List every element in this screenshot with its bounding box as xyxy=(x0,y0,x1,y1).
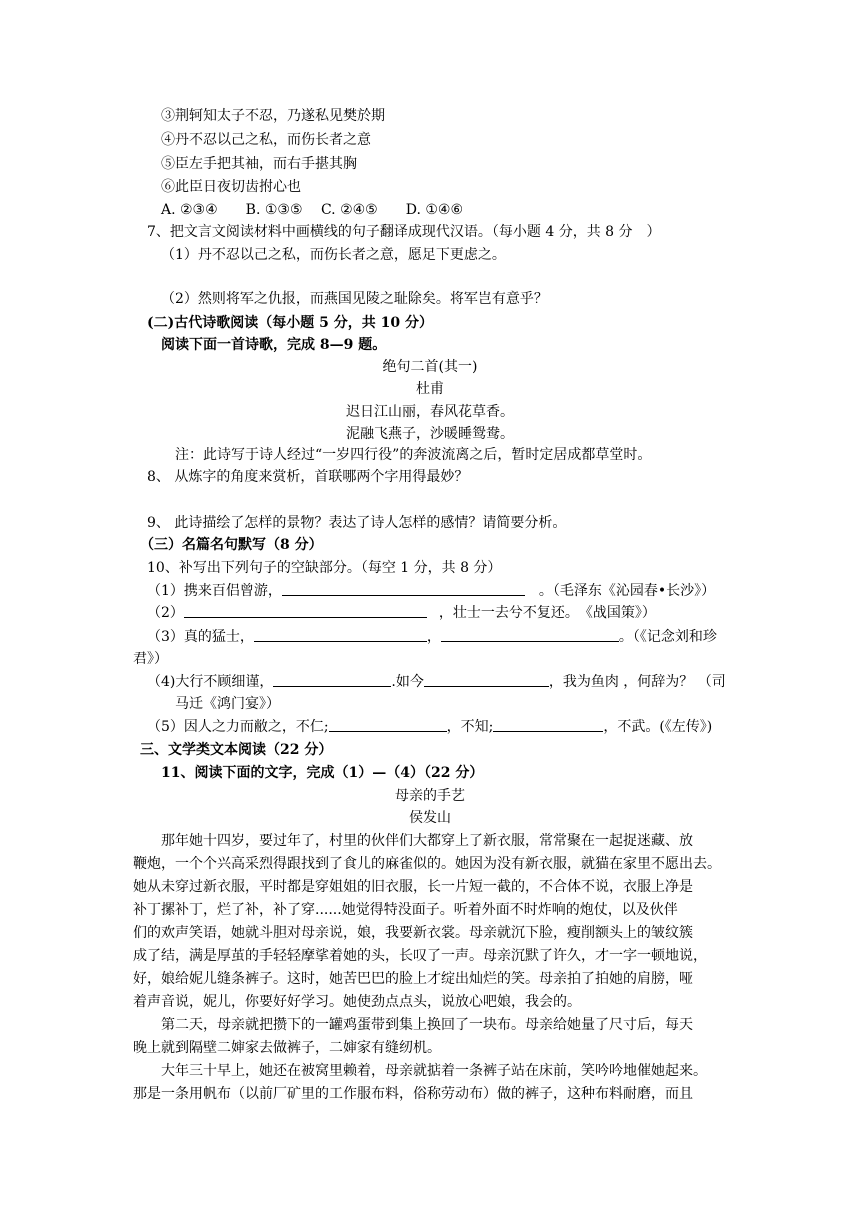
story-p1-line: 们的欢声笑语，她就斗胆对母亲说，娘，我要新衣裳。母亲就沉下脸，瘦削额头上的皱纹簇 xyxy=(133,925,693,941)
option-6: ⑥此臣日夜切齿拊心也 xyxy=(161,179,301,195)
q7-sentence-2: （2）然则将军之仇报，而燕国见陵之耻除矣。将军岂有意乎？ xyxy=(161,291,548,307)
poem-line-2: 泥融飞燕子，沙暖睡鸳鸯。 xyxy=(346,426,514,442)
dictation-item-1-source: 。（毛泽东《沁园春•长沙》） xyxy=(538,583,716,599)
answer-blank[interactable] xyxy=(329,717,447,732)
literary-heading: 三、文学类文本阅读（22 分） xyxy=(140,742,333,758)
answer-blank[interactable] xyxy=(184,603,427,618)
answer-blank[interactable] xyxy=(273,672,391,687)
dictation-item-4-prefix: （4)大行不顾细谨， xyxy=(147,674,274,690)
dictation-item-2-suffix: ，壮士一去兮不复还。 《战国策》） xyxy=(438,605,656,621)
poem-author: 杜甫 xyxy=(416,381,444,397)
story-title: 母亲的手艺 xyxy=(395,788,465,804)
q11-stem: 11、阅读下面的文字，完成（1）—（4）（22 分） xyxy=(161,765,484,781)
answer-blank[interactable] xyxy=(282,581,525,596)
story-p1-line: 成了结，满是厚茧的手轻轻摩挲着她的头，长叹了一声。母亲沉默了许久，才一字一顿地说， xyxy=(133,948,707,964)
poetry-instruction: 阅读下面一首诗歌，完成 8—9 题。 xyxy=(161,337,387,353)
story-p1-line: 那年她十四岁，要过年了，村里的伙伴们大都穿上了新衣服，常常聚在一起捉迷藏、放 xyxy=(161,833,693,849)
poem-title: 绝句二首(其一) xyxy=(382,359,478,375)
dictation-item-5-suffix: ，不武。(《左传》) xyxy=(603,719,713,735)
story-p1-line: 补丁摞补丁，烂了补，补了穿......她觉得特没面子。听着外面不时炸响的炮仗，以及伙伴 xyxy=(133,902,678,918)
poetry-heading: (二)古代诗歌阅读（每小题 5 分，共 10 分） xyxy=(147,315,433,331)
dictation-item-3-comma: ， xyxy=(426,629,441,645)
option-4: ④丹不忍以己之私，而伤长者之意 xyxy=(161,132,371,148)
dictation-item-3-wrap: 君》） xyxy=(133,651,168,667)
q9-stem: 9、 此诗描绘了怎样的景物？表达了诗人怎样的感情？请简要分析。 xyxy=(147,515,567,531)
answer-blank[interactable] xyxy=(441,627,619,642)
answer-blank[interactable] xyxy=(493,717,603,732)
poem-line-1: 迟日江山丽，春风花草香。 xyxy=(346,404,514,420)
dictation-item-4-wrap: 马迁《鸿门宴》） xyxy=(175,696,280,712)
answer-blank[interactable] xyxy=(424,672,549,687)
dictation-item-2-prefix: （2） xyxy=(147,605,184,621)
dictation-item-5-prefix: （5）因人之力而敝之，不仁; xyxy=(147,719,329,735)
story-p1-line: 好，娘给妮儿缝条裤子。这时，她苦巴巴的脸上才绽出灿烂的笑。母亲拍了拍她的肩膀，哑 xyxy=(133,971,693,987)
story-p1-line: 着声音说，妮儿，你要好好学习。她使劲点点头，说放心吧娘，我会的。 xyxy=(133,994,581,1010)
story-p1-line: 她从未穿过新衣服，平时都是穿姐姐的旧衣服，长一片短一截的，不合体不说，衣服上净是 xyxy=(133,879,693,895)
dictation-item-4-suffix: ，我为鱼肉 ，何辞为？ （司 xyxy=(548,674,726,690)
dictation-item-4-mid: .如今 xyxy=(391,674,424,690)
story-p1-line: 鞭炮，一个个兴高采烈得跟找到了食儿的麻雀似的。她因为没有新衣服，就猫在家里不愿出去。 xyxy=(133,856,721,872)
option-5: ⑤臣左手把其袖，而右手揕其胸 xyxy=(161,156,357,172)
story-p2-line: 晚上就到隔壁二婶家去做裤子，二婶家有缝纫机。 xyxy=(133,1040,441,1056)
answer-blank[interactable] xyxy=(254,627,427,642)
answer-choices: A. ②③④ B. ①③⑤ C. ②④⑤ D. ①④⑥ xyxy=(161,202,463,218)
dictation-item-1-prefix: （1）携来百侣曾游， xyxy=(147,583,282,599)
story-p3-line: 大年三十早上，她还在被窝里赖着，母亲就掂着一条裤子站在床前，笑吟吟地催她起来。 xyxy=(161,1063,707,1079)
story-p2-line: 第二天，母亲就把攒下的一罐鸡蛋带到集上换回了一块布。母亲给她量了尺寸后，每天 xyxy=(161,1017,693,1033)
q7-sentence-1: （1）丹不忍以己之私，而伤长者之意，愿足下更虑之。 xyxy=(161,247,506,263)
story-p3-line: 那是一条用帆布（以前厂矿里的工作服布料，俗称劳动布）做的裤子，这种布料耐磨，而且 xyxy=(133,1086,693,1102)
dictation-item-4 xyxy=(147,672,726,692)
q10-stem: 10、补写出下列句子的空缺部分。（每空 1 分，共 8 分） xyxy=(147,560,502,576)
dictation-item-1 xyxy=(147,581,715,601)
story-author: 侯发山 xyxy=(409,810,451,826)
dictation-heading: （三）名篇名句默写（8 分） xyxy=(140,537,323,553)
option-3: ③荆轲知太子不忍，乃遂私见樊於期 xyxy=(161,108,385,124)
dictation-item-3 xyxy=(147,627,717,647)
dictation-item-5-mid: ，不知; xyxy=(446,719,494,735)
q8-stem: 8、 从炼字的角度来赏析，首联哪两个字用得最妙？ xyxy=(147,469,469,485)
dictation-item-2 xyxy=(147,603,656,623)
dictation-item-3-source: 。（《记念刘和珍 xyxy=(618,629,717,645)
dictation-item-3-prefix: （3）真的猛士， xyxy=(147,629,254,645)
dictation-item-5 xyxy=(147,717,712,737)
poem-note: 注：此诗写于诗人经过“一岁四行役”的奔波流离之后，暂时定居成都草堂时。 xyxy=(175,447,652,463)
q7-stem: 7、把文言文阅读材料中画横线的句子翻译成现代汉语。（每小题 4 分，共 8 分 ） xyxy=(147,224,661,240)
